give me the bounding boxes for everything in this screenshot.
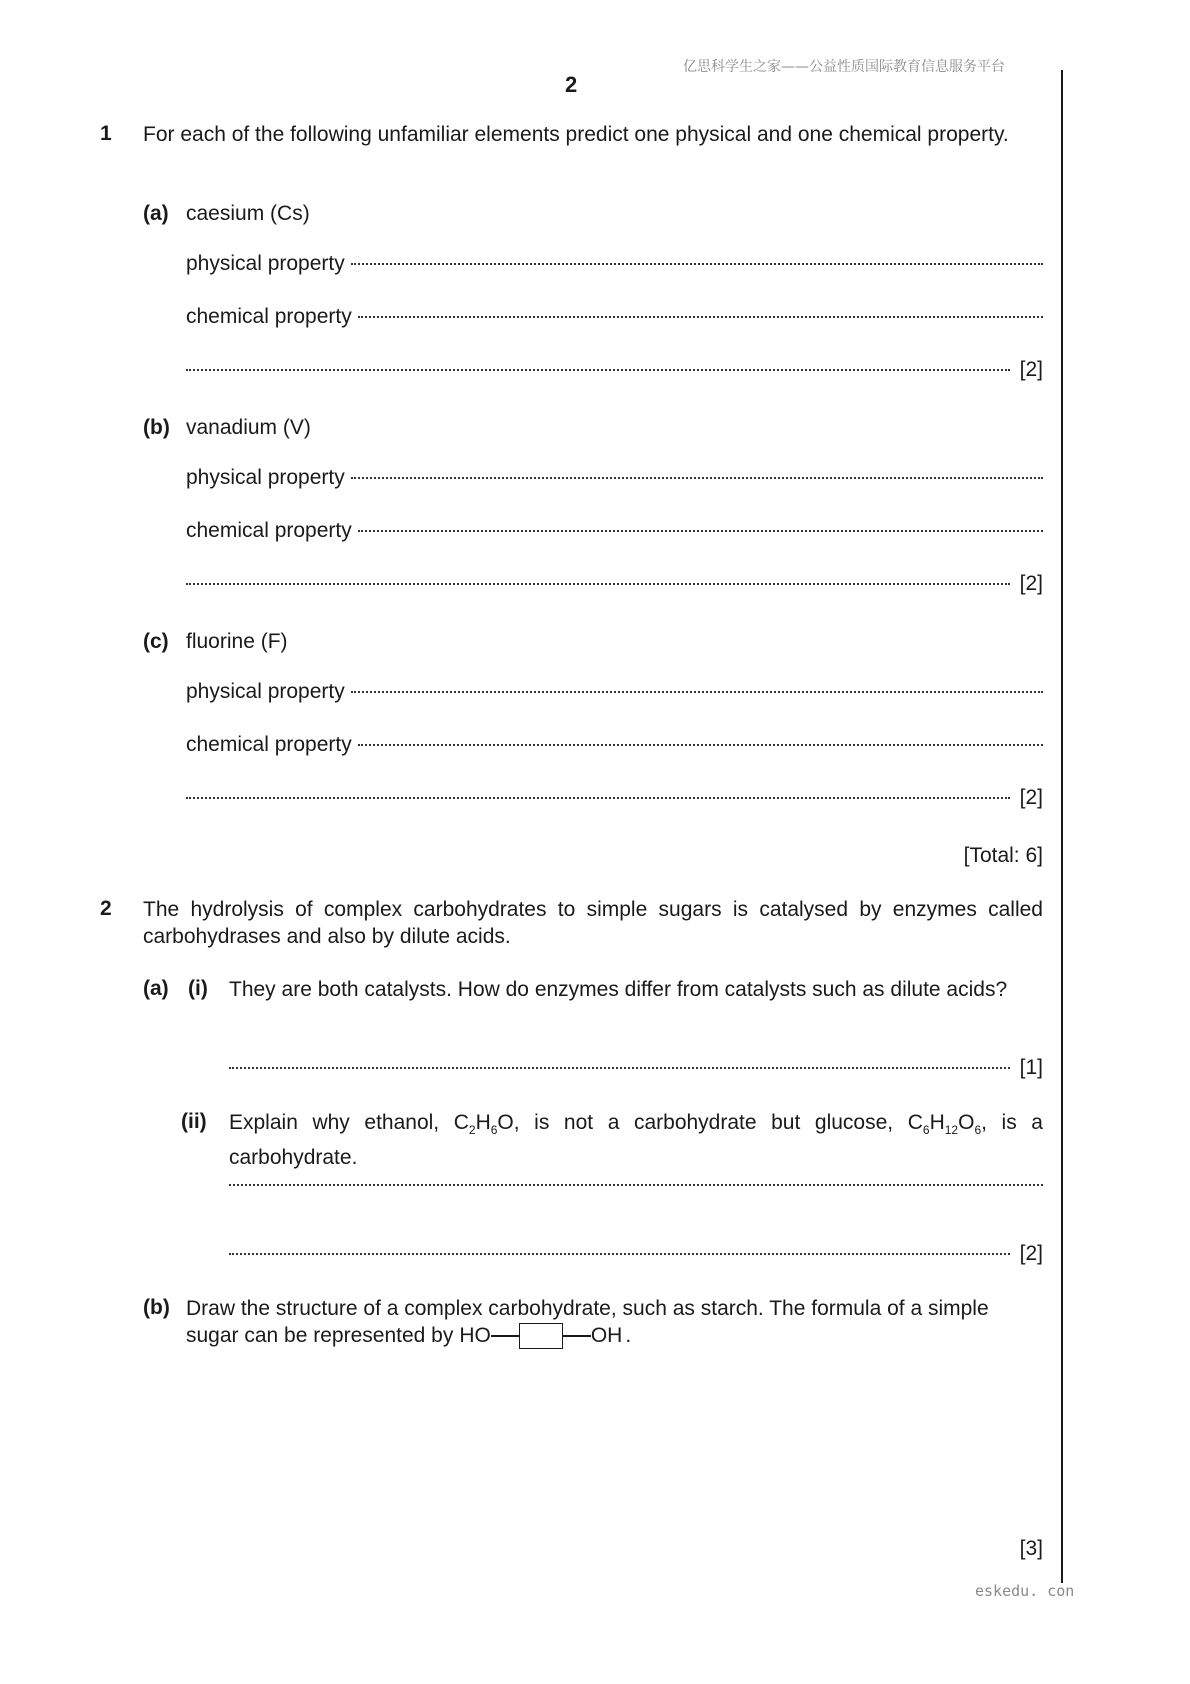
q1b-label: (b) xyxy=(143,416,170,439)
q1b-chemical-label: chemical property xyxy=(186,519,352,542)
q2b-text-line-1: Draw the structure of a complex carbohydrate, such as starch. The formula of a simple xyxy=(186,1297,989,1320)
question-2-text: The hydrolysis of complex carbohydrates to simple sugars is catalysed by enzymes called carbohydrases and also by dilute acids. xyxy=(143,898,1043,948)
answer-dots[interactable] xyxy=(351,263,1043,265)
q2aii-text-part: Explain why ethanol, C xyxy=(229,1111,469,1134)
q1b-extra-line[interactable] xyxy=(186,572,1043,600)
q2b-text-part: sugar can be represented by xyxy=(186,1324,454,1347)
q2ai-marks: [1] xyxy=(1019,1056,1043,1079)
answer-dots[interactable] xyxy=(351,477,1043,479)
q1b-marks: [2] xyxy=(1019,572,1043,595)
q2aii-text-part: O, is not a carbohydrate but glucose, C xyxy=(497,1111,923,1134)
q1c-element: fluorine (F) xyxy=(186,630,288,653)
q2aii-answer-line-1[interactable] xyxy=(229,1189,1043,1217)
q1a-extra-line[interactable] xyxy=(186,358,1043,386)
q2b-text-line-2 xyxy=(186,1321,1043,1351)
q1b-physical-label: physical property xyxy=(186,466,345,489)
q2aii-answer-line-2[interactable] xyxy=(229,1242,1043,1270)
formula-period: . xyxy=(625,1324,632,1347)
q1a-element: caesium (Cs) xyxy=(186,202,310,225)
q2aii-text xyxy=(229,1109,1043,1171)
answer-dots[interactable] xyxy=(186,583,1010,585)
bond-line xyxy=(563,1335,591,1337)
answer-dots[interactable] xyxy=(351,691,1043,693)
q1-total: [Total: 6] xyxy=(963,844,1043,867)
answer-dots[interactable] xyxy=(358,744,1043,746)
q1a-chemical-label: chemical property xyxy=(186,305,352,328)
q2b-marks: [3] xyxy=(1019,1537,1043,1560)
q1a-chemical-line[interactable] xyxy=(186,305,1043,333)
sugar-formula xyxy=(459,1321,622,1351)
q2ai-label: (i) xyxy=(188,977,208,1000)
q1a-physical-label: physical property xyxy=(186,252,345,275)
q1a-physical-line[interactable] xyxy=(186,252,1043,280)
q2aii-text-part: O xyxy=(958,1111,975,1134)
formula-ho: HO xyxy=(459,1324,491,1347)
watermark-top: 亿思科学生之家——公益性质国际教育信息服务平台 xyxy=(683,59,1005,75)
answer-dots[interactable] xyxy=(229,1184,1043,1186)
q1c-chemical-label: chemical property xyxy=(186,733,352,756)
q2b-label: (b) xyxy=(143,1296,170,1319)
q1b-element: vanadium (V) xyxy=(186,416,311,439)
q1c-chemical-line[interactable] xyxy=(186,733,1043,761)
answer-dots[interactable] xyxy=(358,530,1043,532)
margin-rule xyxy=(1061,70,1063,1583)
page-number: 2 xyxy=(565,72,578,97)
q2aii-text-part: , is a carbohydrate. xyxy=(229,1111,1043,1170)
q2ai-answer-line[interactable] xyxy=(229,1056,1043,1084)
q2a-label: (a) xyxy=(143,977,169,1000)
q1c-label: (c) xyxy=(143,630,169,653)
sugar-box xyxy=(519,1323,563,1349)
q2aii-marks: [2] xyxy=(1019,1242,1043,1265)
question-2-number: 2 xyxy=(100,897,112,920)
subscript: 2 xyxy=(468,1123,476,1138)
q2aii-text-part: H xyxy=(475,1111,491,1134)
q1c-physical-label: physical property xyxy=(186,680,345,703)
subscript: 6 xyxy=(974,1123,982,1138)
answer-dots[interactable] xyxy=(229,1253,1010,1255)
q1c-extra-line[interactable] xyxy=(186,786,1043,814)
q1a-marks: [2] xyxy=(1019,358,1043,381)
answer-dots[interactable] xyxy=(186,369,1010,371)
q2aii-label: (ii) xyxy=(181,1110,207,1133)
subscript: 6 xyxy=(922,1123,930,1138)
q1c-marks: [2] xyxy=(1019,786,1043,809)
answer-dots[interactable] xyxy=(186,797,1010,799)
watermark-bottom: eskedu. con xyxy=(975,1582,1075,1600)
answer-dots[interactable] xyxy=(229,1067,1010,1069)
q1c-physical-line[interactable] xyxy=(186,680,1043,708)
subscript: 12 xyxy=(944,1123,959,1138)
q2aii-text-part: H xyxy=(929,1111,945,1134)
formula-oh: OH xyxy=(590,1324,623,1347)
q1b-physical-line[interactable] xyxy=(186,466,1043,494)
subscript: 6 xyxy=(490,1123,498,1138)
question-1-text: For each of the following unfamiliar elements predict one physical and one chemical property. xyxy=(143,123,1009,146)
q1a-label: (a) xyxy=(143,202,169,225)
q2ai-text: They are both catalysts. How do enzymes differ from catalysts such as dilute acids? xyxy=(229,978,1008,1001)
bond-line xyxy=(491,1335,519,1337)
q1b-chemical-line[interactable] xyxy=(186,519,1043,547)
answer-dots[interactable] xyxy=(358,316,1043,318)
question-1-number: 1 xyxy=(100,122,112,145)
